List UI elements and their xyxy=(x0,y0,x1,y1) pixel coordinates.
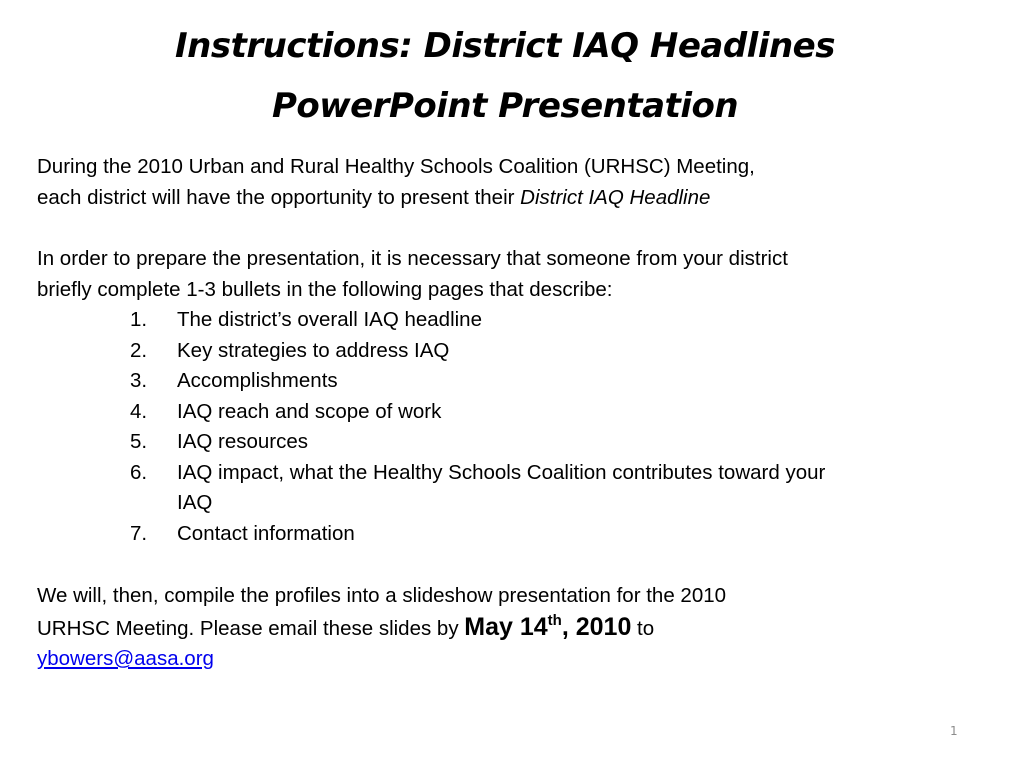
list-item xyxy=(130,305,825,336)
list-item xyxy=(130,427,825,458)
deadline-date xyxy=(464,613,631,641)
list-item-text xyxy=(177,458,825,519)
deadline-year: , 2010 xyxy=(561,612,632,641)
list-item-number: 6. xyxy=(130,460,148,484)
deadline-ordinal: th xyxy=(547,611,562,629)
list-item-number: 2. xyxy=(130,338,148,362)
slide-title-line-2: PowerPoint Presentation xyxy=(271,86,739,126)
list-item xyxy=(130,397,825,428)
slide-title xyxy=(0,16,1010,136)
list-item xyxy=(130,336,825,367)
list-item-text: IAQ resources xyxy=(177,430,309,453)
closing-line-2-text: URHSC Meeting. Please email these slides by xyxy=(37,616,465,640)
list-item-text: Accomplishments xyxy=(177,369,338,392)
district-iaq-headline-emphasis: District IAQ Headline xyxy=(520,185,711,209)
list-item-text-line-1: IAQ impact, what the Healthy Schools Coalition contributes toward your xyxy=(177,460,826,484)
numbered-list xyxy=(130,305,825,549)
list-item-text: The district’s overall IAQ headline xyxy=(177,308,482,331)
list-item-number: 7. xyxy=(130,521,148,545)
list-item-text: IAQ reach and scope of work xyxy=(177,399,442,423)
intro-line-2-text: each district will have the opportunity to present their xyxy=(37,185,521,209)
slide-number: 1 xyxy=(950,724,958,738)
deadline-day: May 14 xyxy=(464,612,548,641)
slide-title-line-1: Instructions: District IAQ Headlines xyxy=(175,26,835,66)
intro-line-2 xyxy=(37,183,1002,214)
closing-line-3 xyxy=(37,644,1002,675)
list-item xyxy=(130,458,825,519)
intro-line-1: During the 2010 Urban and Rural Healthy Schools Coalition (URHSC) Meeting, xyxy=(37,155,755,178)
closing-paragraph xyxy=(37,581,1002,675)
list-item xyxy=(130,366,825,397)
list-item-number: 1. xyxy=(130,308,148,331)
list-item-text-line-2: IAQ xyxy=(177,491,213,514)
closing-line-2 xyxy=(37,612,1002,645)
intro-paragraph xyxy=(37,152,1002,213)
closing-to-text: to xyxy=(631,616,655,640)
prepare-line-2: briefly complete 1-3 bullets in the following pages that describe: xyxy=(37,277,613,301)
closing-line-1: We will, then, compile the profiles into a slideshow presentation for the 2010 xyxy=(37,584,727,607)
list-item-number: 4. xyxy=(130,399,148,423)
list-item-text: Key strategies to address IAQ xyxy=(177,338,450,362)
list-item-text: Contact information xyxy=(177,521,355,545)
prepare-line-1: In order to prepare the presentation, it is necessary that someone from your district xyxy=(37,247,788,270)
email-link[interactable]: ybowers@aasa.org xyxy=(37,647,214,670)
prepare-paragraph xyxy=(37,244,1002,305)
list-item-number: 3. xyxy=(130,369,148,392)
list-item xyxy=(130,519,825,550)
list-item-number: 5. xyxy=(130,430,148,453)
